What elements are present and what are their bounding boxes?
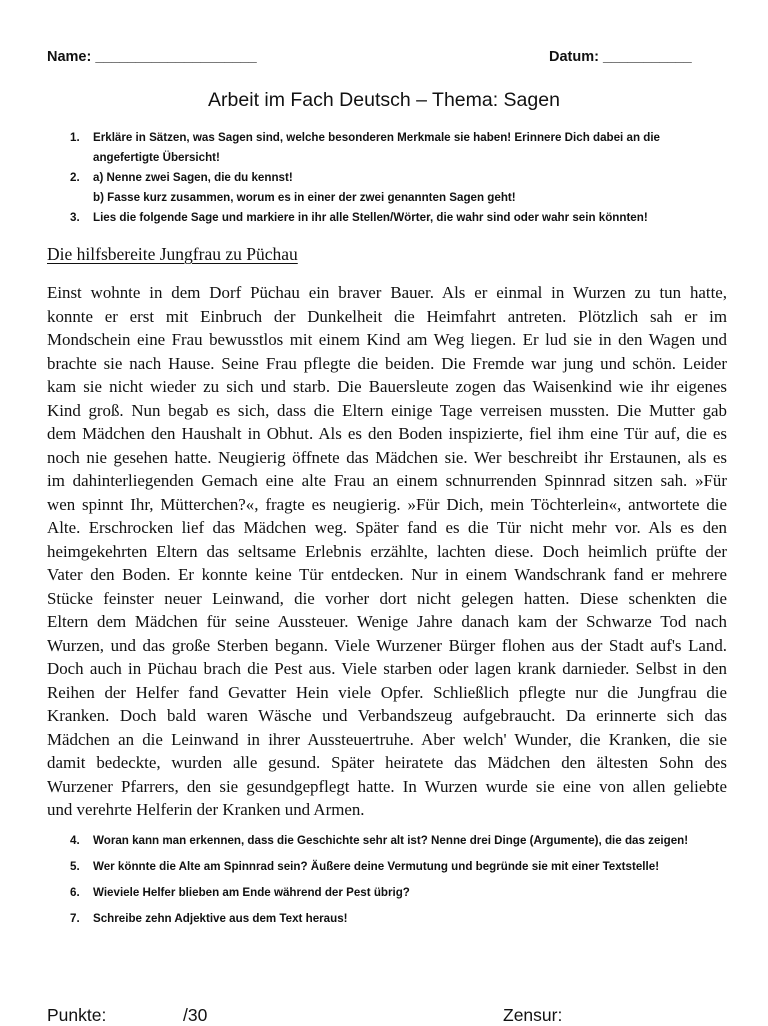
question-number: 7. xyxy=(70,912,80,925)
story-line: Einst wohnte in dem Dorf Püchau ein braver Bauer. Als er einmal in Wurzen zu tun hatte, xyxy=(47,283,727,302)
story-line: Doch auch in Püchau brach die Pest aus. Viele starben oder lagen krank darnieder. Selbst in den xyxy=(47,659,727,678)
story-line: dem Mädchen den Haushalt in Obhut. Als es den Boden inspizierte, fiel ihm eine Tür auf, die es xyxy=(47,424,727,443)
name-field-label: Name: ____________________ xyxy=(47,49,257,65)
story-line: im dahinterliegenden Gemach eine alte Frau an einem schnurrenden Spinnrad sitzen sah. »Für xyxy=(47,471,727,490)
story-title: Die hilfsbereite Jungfrau zu Püchau xyxy=(47,244,298,264)
story-line: Kind groß. Nun begab es sich, dass die Eltern einige Tage verreisen mussten. Die Mutter gab xyxy=(47,400,727,420)
story-line: Mondschein eine Frau bewusstlos mit einem Kind am Weg liegen. Er lud sie in den Wagen und xyxy=(47,330,727,349)
question-number: 6. xyxy=(70,886,80,899)
question-text: Wieviele Helfer blieben am Ende während der Pest übrig? xyxy=(93,886,410,899)
story-line: damit bedeckte, wurden alle gesund. Später heiratete das Mädchen den ältesten Sohn des xyxy=(47,753,727,772)
story-line: Eltern dem Mädchen für seine Aussteuer. Wenige Jahre danach kam der Schwarze Tod nach xyxy=(47,612,727,631)
story-line: Reihen der Helfer fand Gevatter Hein viele Opfer. Schließlich pflegte nur die Jungfrau die xyxy=(47,682,727,702)
story-line: heimgekehrten Eltern das seltsame Erlebnis erzählte, lachten diese. Doch heimlich prüfte der xyxy=(47,541,727,561)
story-line: Alte. Erschrocken lief das Mädchen weg. Später fand es die Tür nicht mehr vor. Als es den xyxy=(47,518,727,537)
story-line: Wurzen, und das große Sterben begann. Viele Wurzener Bürger flohen aus der Stadt auf's Land. xyxy=(47,635,727,655)
grade-label: Zensur: xyxy=(503,1005,563,1025)
story-line: kam sie nicht wieder zu sich und starb. Die Bauersleute zogen das Waisenkind wie ihr eigenes xyxy=(47,377,727,396)
question-text: Schreibe zehn Adjektive aus dem Text heraus! xyxy=(93,912,348,925)
points-max: /30 xyxy=(183,1005,208,1025)
task-text: a) Nenne zwei Sagen, die du kennst! xyxy=(93,171,293,184)
question-number: 4. xyxy=(70,834,80,847)
page-title: Arbeit im Fach Deutsch – Thema: Sagen xyxy=(208,89,560,111)
task-number: 3. xyxy=(70,211,80,224)
story-line: Stücke feinster neuer Leinwand, die vorher dort nicht gelegen hatten. Diese schenkten die xyxy=(47,588,727,608)
task-number: 1. xyxy=(70,131,80,144)
date-field-label: Datum: ___________ xyxy=(549,49,692,65)
story-line: Kranken. Doch bald waren Wäsche und Verbandszeug aufgebraucht. Da erinnerte sich das xyxy=(47,706,727,725)
task-text: b) Fasse kurz zusammen, worum es in einer der zwei genannten Sagen geht! xyxy=(93,191,516,204)
story-line: Wurzener Pfarrers, den sie gesundgepflegt hatte. In Wurzen wurde sie eine von allen geliebte xyxy=(47,776,727,796)
story-line: konnte er erst mit Einbruch der Dunkelheit die Heimfahrt antreten. Plötzlich sah er im xyxy=(47,306,727,326)
question-text: Woran kann man erkennen, dass die Geschichte sehr alt ist? Nenne drei Dinge (Argumente), die das zeigen! xyxy=(93,834,689,847)
story-line: Mädchen an die Leinwand in ihrer Aussteuertruhe. Aber welch' Wunder, die Kranken, die sie xyxy=(47,729,727,749)
question-text: Wer könnte die Alte am Spinnrad sein? Äußere deine Vermutung und begründe sie mit einer Textstelle! xyxy=(93,860,660,873)
task-number: 2. xyxy=(70,171,80,184)
points-label: Punkte: xyxy=(47,1005,107,1025)
task-text: Erkläre in Sätzen, was Sagen sind, welche besonderen Merkmale sie haben! Erinnere Dich dabei an die xyxy=(93,131,661,144)
task-text: angefertigte Übersicht! xyxy=(93,151,220,164)
story-line: brachte sie nach Hause. Seine Frau pflegte die beiden. Die Fremde war jung und schön. Leider xyxy=(47,353,727,373)
story-line: noch nie gesehen hatte. Neugierig öffnete das Mädchen sie. Wer beschreibt ihr Erstaunen, als es xyxy=(47,447,727,467)
story-line: wen spinnt Ihr, Mütterchen?«, fragte es neugierig. »Für Dich, mein Töchterlein«, antwortete die xyxy=(47,494,727,514)
story-line: Vater den Boden. Er konnte keine Tür entdecken. Nur in einem Wandschrank fand er mehrere xyxy=(47,565,727,584)
story-line: und verehrte Helferin der Kranken und Armen. xyxy=(47,800,365,819)
question-number: 5. xyxy=(70,860,80,873)
task-text: Lies die folgende Sage und markiere in ihr alle Stellen/Wörter, die wahr sind oder wahr sein könnten! xyxy=(93,211,648,224)
story-text xyxy=(47,281,727,822)
